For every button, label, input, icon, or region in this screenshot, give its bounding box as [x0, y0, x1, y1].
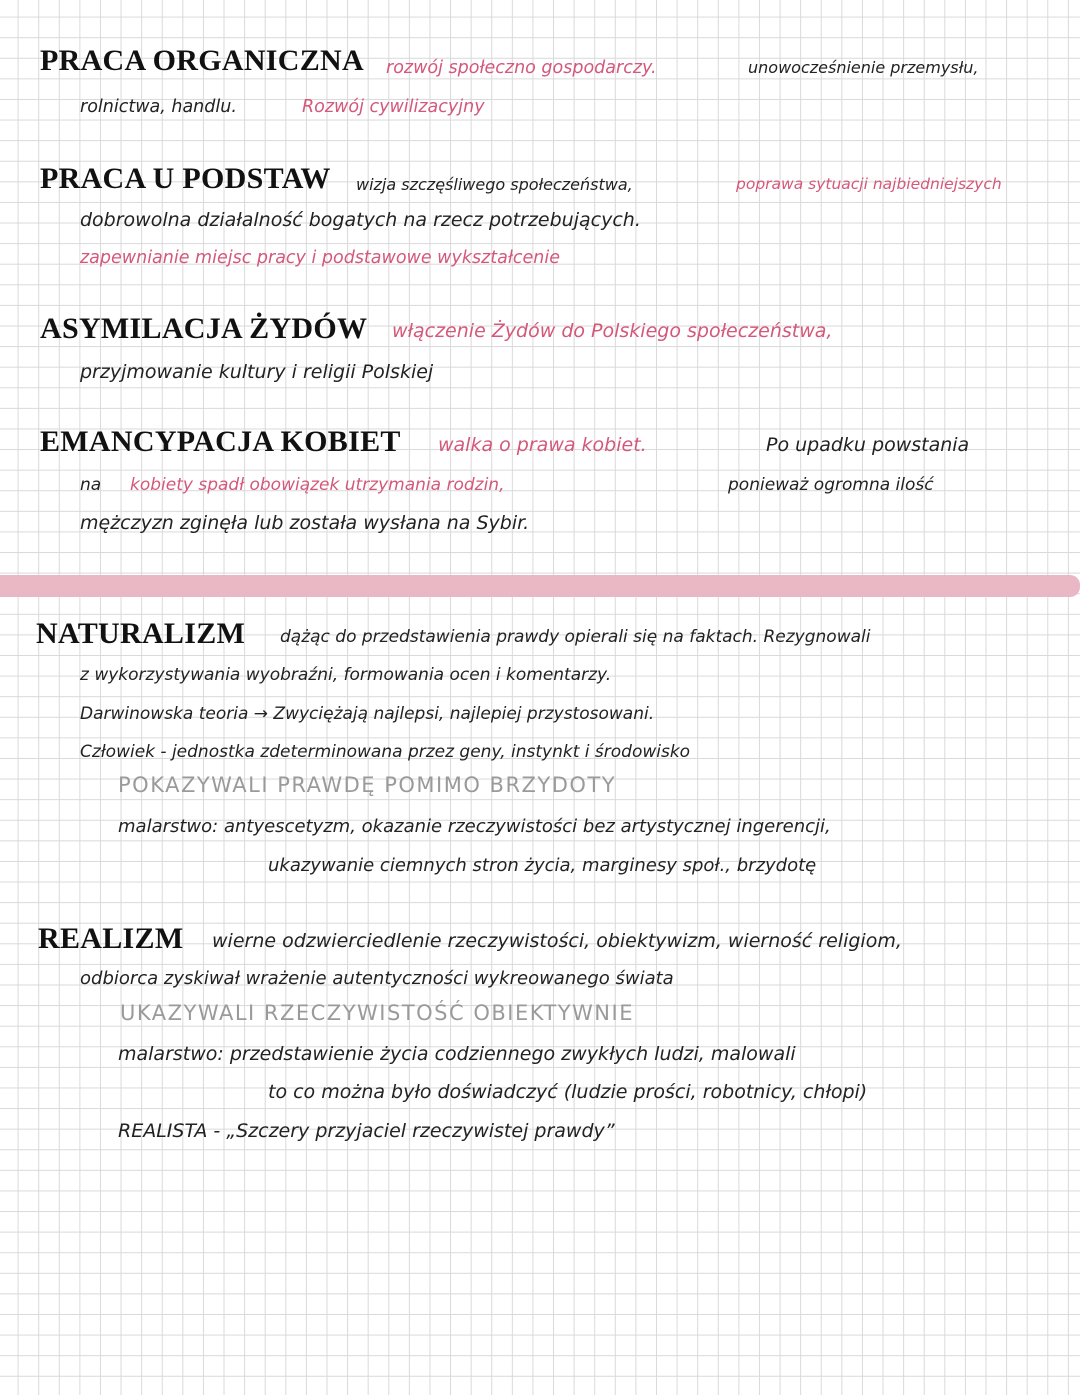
realizm-line2: odbiorca zyskiwał wrażenie autentyczności wykreowanego świata [80, 968, 674, 989]
naturalizm-line6: malarstwo: antyescetyzm, okazanie rzeczywistości bez artystycznej ingerencji, [118, 816, 831, 837]
section-divider [0, 575, 1080, 597]
emancypacja-line1: Po upadku powstania [766, 434, 970, 456]
praca-u-podstaw-line2: dobrowolna działalność bogatych na rzecz potrzebujących. [80, 209, 641, 231]
heading-naturalizm: NATURALIZM [36, 617, 246, 650]
naturalizm-line2: z wykorzystywania wyobraźni, formowania ocen i komentarzy. [80, 665, 612, 685]
realizm-caps-line: UKAZYWALI RZECZYWISTOŚĆ OBIEKTYWNIE [120, 1001, 634, 1025]
asymilacja-line1-pink: włączenie Żydów do Polskiego społeczeństwa, [392, 320, 833, 342]
heading-realizm: REALIZM [38, 922, 184, 955]
emancypacja-line2-end: ponieważ ogromna ilość [728, 475, 934, 495]
praca-organiczna-line1: unowocześnienie przemysłu, [748, 58, 979, 77]
heading-emancypacja-kobiet: EMANCYPACJA KOBIET [40, 425, 401, 458]
naturalizm-caps-line: POKAZYWALI PRAWDĘ POMIMO BRZYDOTY [118, 773, 617, 797]
emancypacja-line1-pink: walka o prawa kobiet. [438, 434, 647, 456]
realizm-line4: malarstwo: przedstawienie życia codziennego zwykłych ludzi, malowali [118, 1043, 796, 1065]
realizm-line5: to co można było doświadczyć (ludzie prości, robotnicy, chłopi) [268, 1081, 868, 1103]
praca-u-podstaw-line1-pink: poprawa sytuacji najbiedniejszych [736, 175, 1002, 193]
praca-organiczna-line2-pink: Rozwój cywilizacyjny [302, 97, 485, 117]
emancypacja-line2-start: na [80, 475, 102, 495]
praca-u-podstaw-line3-pink: zapewnianie miejsc pracy i podstawowe wykształcenie [80, 248, 561, 268]
realizm-line1: wierne odzwierciedlenie rzeczywistości, obiektywizm, wierność religiom, [212, 930, 902, 952]
praca-u-podstaw-line1: wizja szczęśliwego społeczeństwa, [356, 175, 633, 194]
naturalizm-line4: Człowiek - jednostka zdeterminowana przez geny, instynkt i środowisko [80, 742, 691, 762]
praca-organiczna-line1-pink: rozwój społeczno gospodarczy. [386, 58, 657, 78]
realizm-line6: REALISTA - „Szczery przyjaciel rzeczywistej prawdy” [118, 1120, 615, 1142]
naturalizm-line3: Darwinowska teoria → Zwyciężają najlepsi, najlepiej przystosowani. [80, 704, 655, 724]
praca-organiczna-line2: rolnictwa, handlu. [80, 97, 237, 117]
asymilacja-line2: przyjmowanie kultury i religii Polskiej [80, 361, 434, 383]
heading-asymilacja-zydow: ASYMILACJA ŻYDÓW [40, 312, 368, 345]
naturalizm-line7: ukazywanie ciemnych stron życia, marginesy społ., brzydotę [268, 855, 817, 876]
emancypacja-line3: mężczyzn zginęła lub została wysłana na Sybir. [80, 512, 530, 534]
heading-praca-u-podstaw: PRACA U PODSTAW [40, 162, 331, 195]
heading-praca-organiczna: PRACA ORGANICZNA [40, 44, 364, 77]
naturalizm-line1: dążąc do przedstawienia prawdy opierali się na faktach. Rezygnowali [280, 627, 871, 647]
emancypacja-line2-pink: kobiety spadł obowiązek utrzymania rodzin, [130, 475, 505, 495]
